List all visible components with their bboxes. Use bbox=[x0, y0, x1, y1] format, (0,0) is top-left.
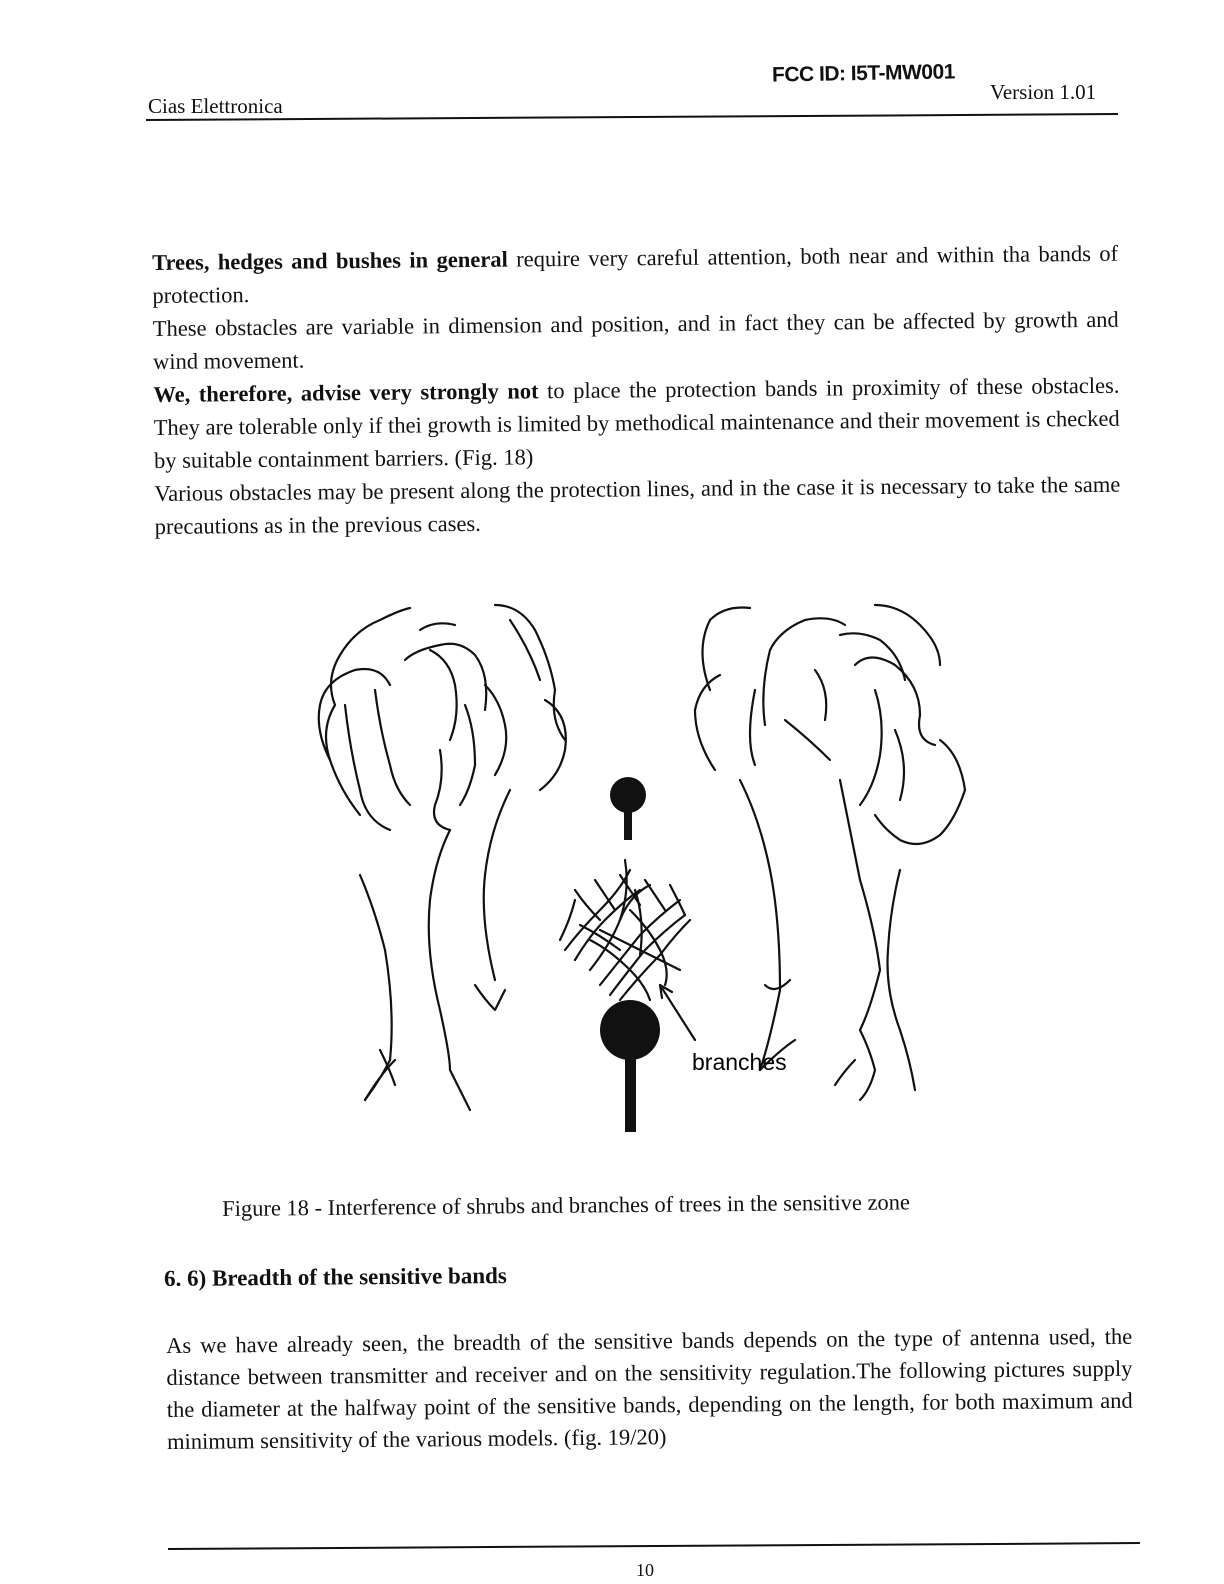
intro-paragraph-3 bbox=[153, 369, 1120, 477]
intro-bold-1: Trees, hedges and bushes in general bbox=[152, 246, 508, 275]
header-rule bbox=[146, 113, 1118, 121]
section-heading: 6. 6) Breadth of the sensitive bands bbox=[164, 1263, 507, 1291]
header-company: Cias Elettronica bbox=[148, 94, 283, 118]
intro-text bbox=[152, 237, 1121, 543]
left-tree-icon bbox=[319, 605, 566, 1110]
section-paragraph: As we have already seen, the breadth of the sensitive bands depends on the type of antenna used, the distance between transmitter and receiver and on the sensitivity regulation.The following pictures supply the diameter at the halfway point of the sensitive bands, depending on the length, for both maximum and minimum sensitivity of the various models. (fig. 19/20) bbox=[166, 1323, 1133, 1454]
intro-text-3: to place the protection bands in proximity of these obstacles. They are tolerable only if thei growth is limited by methodical maintenance and their movement is checked by suitable containment barriers. (Fig. 18) bbox=[153, 372, 1120, 473]
transmitter-icon bbox=[600, 1000, 660, 1132]
right-tree-icon bbox=[695, 605, 965, 1100]
figure-18 bbox=[300, 590, 1000, 1150]
intro-paragraph-4: Various obstacles may be present along the protection lines, and in the case it is necessary to take the same precautions as in the previous cases. bbox=[154, 471, 1121, 539]
intro-paragraph-2: These obstacles are variable in dimension and position, and in fact they can be affected by growth and wind movement. bbox=[152, 306, 1119, 374]
footer-rule bbox=[168, 1542, 1140, 1550]
section-paragraph-container bbox=[166, 1321, 1133, 1458]
arrow-icon bbox=[660, 985, 695, 1040]
figure-caption: Figure 18 - Interference of shrubs and branches of trees in the sensitive zone bbox=[222, 1189, 911, 1221]
intro-paragraph-1 bbox=[152, 237, 1119, 312]
shrub-icon bbox=[560, 860, 690, 1000]
receiver-icon bbox=[610, 777, 646, 840]
branches-label: branches bbox=[692, 1049, 787, 1075]
header-version: Version 1.01 bbox=[990, 80, 1097, 104]
intro-text-1: require very careful attention, both near and within tha bands of protection. bbox=[152, 240, 1119, 308]
intro-bold-3: We, therefore, advise very strongly not bbox=[153, 378, 539, 407]
page-number: 10 bbox=[636, 1560, 654, 1580]
figure-illustration bbox=[300, 590, 1000, 1150]
header-fcc-id: FCC ID: I5T-MW001 bbox=[771, 60, 956, 87]
